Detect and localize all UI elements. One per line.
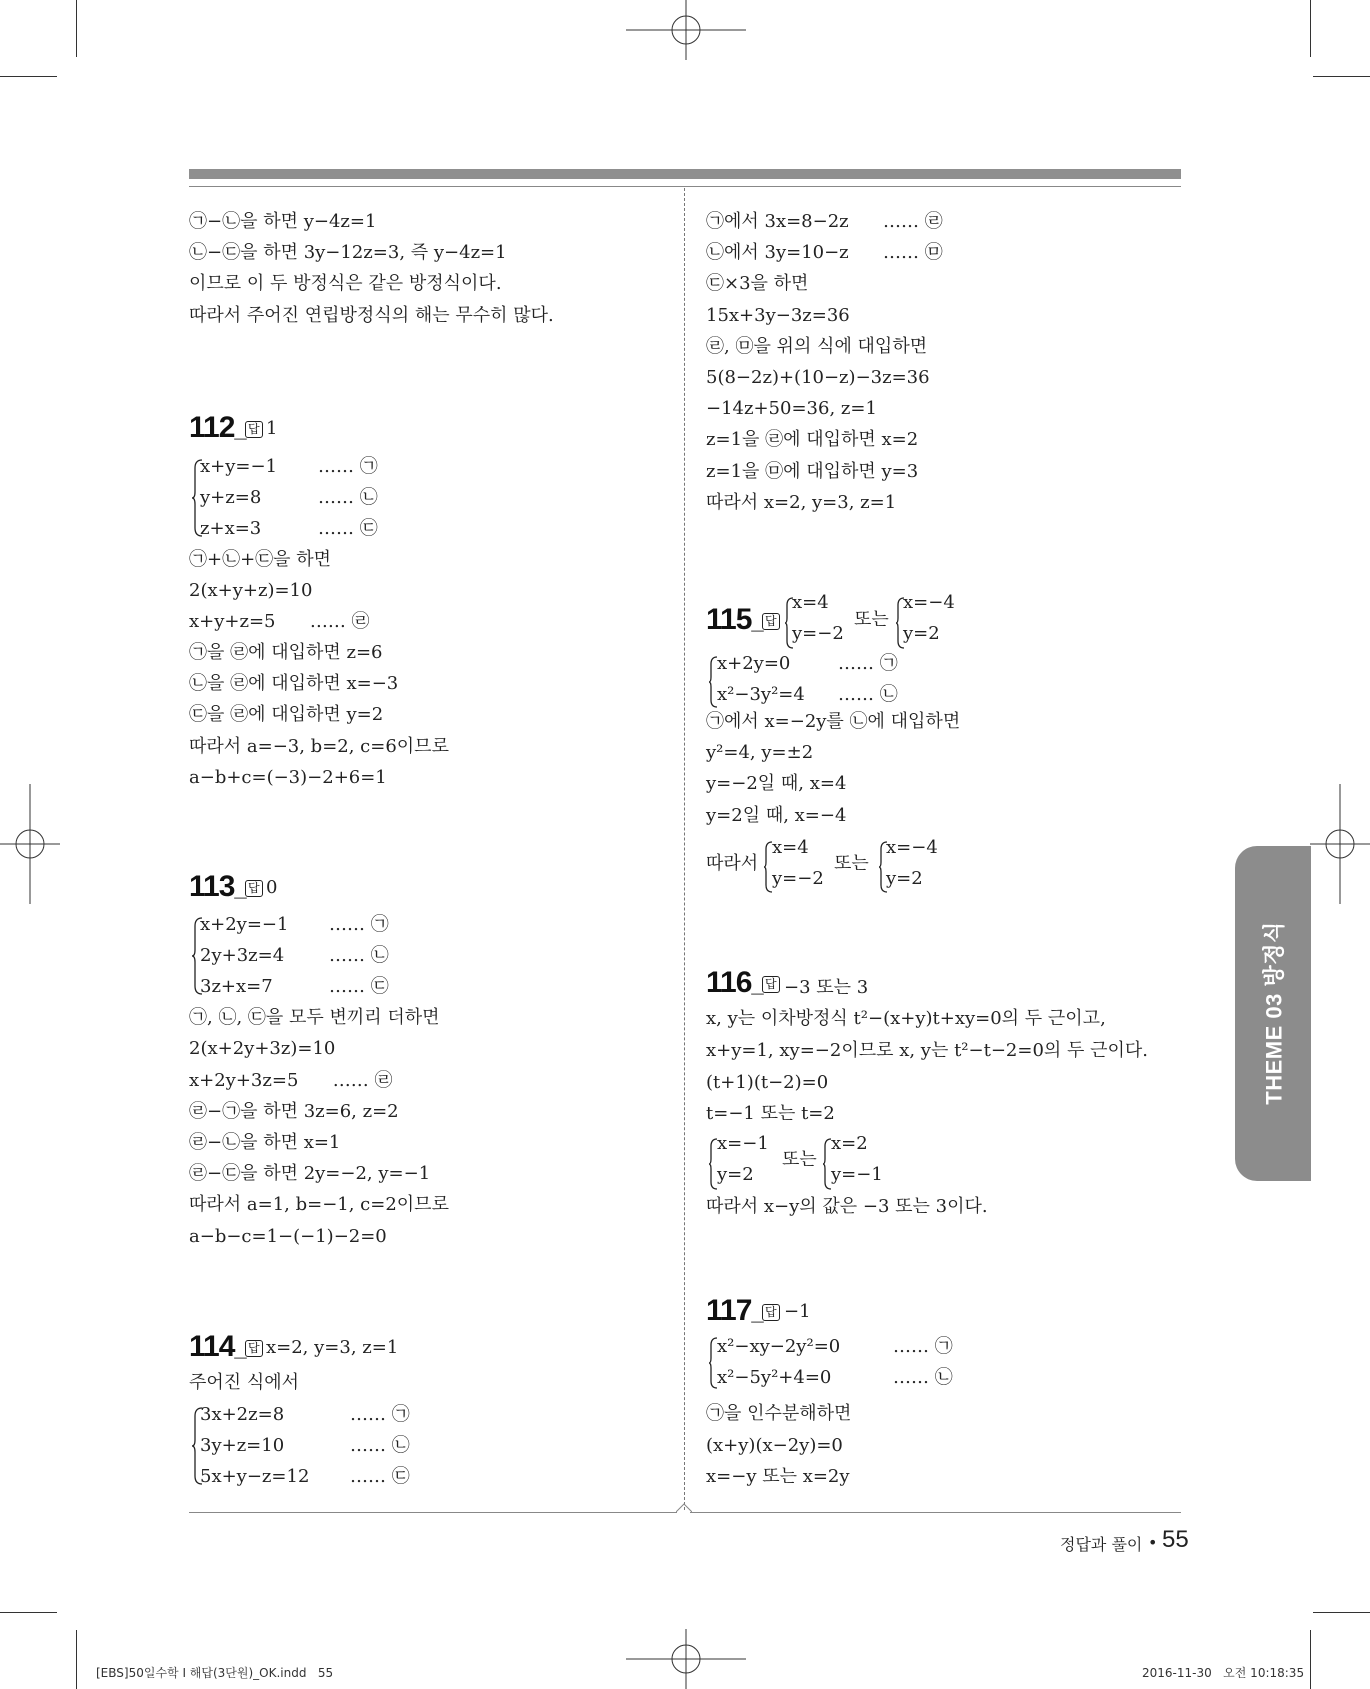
registration-mark-right bbox=[1310, 784, 1370, 904]
answer-value: 1 bbox=[266, 418, 278, 439]
text-line: 15x+3y−3z=36 bbox=[706, 305, 850, 326]
bottom-notch bbox=[676, 1502, 692, 1514]
text-line: 따라서 bbox=[706, 853, 759, 874]
eq-tag: …… ㉢ bbox=[329, 976, 389, 997]
text-line: ㉠을 인수분해하면 bbox=[706, 1403, 852, 1424]
problem-number-114: 114_ bbox=[189, 1330, 246, 1363]
problem-number-115: 115_ bbox=[706, 603, 763, 636]
answer-value: −3 또는 3 bbox=[784, 977, 869, 998]
text-line: x+y=1, xy=−2이므로 x, y는 t²−t−2=0의 두 근이다. bbox=[706, 1040, 1149, 1061]
text-line: (t+1)(t−2)=0 bbox=[706, 1072, 829, 1093]
text-line: 2(x+y+z)=10 bbox=[189, 580, 313, 601]
footer-bullet: • bbox=[1148, 1533, 1158, 1552]
problem-number-112: 112_ bbox=[189, 411, 246, 444]
bottom-rule-left bbox=[189, 1512, 677, 1513]
text-line: ㉣−㉢을 하면 2y=−2, y=−1 bbox=[189, 1163, 431, 1184]
crop-mark bbox=[76, 0, 77, 57]
system-eq: 3z+x=7 bbox=[200, 976, 273, 997]
text-line: 따라서 x=2, y=3, z=1 bbox=[706, 492, 897, 513]
answer-value: 0 bbox=[266, 877, 278, 898]
eq-tag: …… ㉡ bbox=[838, 684, 898, 705]
system-eq: 2y+3z=4 bbox=[200, 945, 285, 966]
column-divider bbox=[684, 188, 685, 1510]
text-line: ㉠+㉡+㉢을 하면 bbox=[189, 549, 332, 570]
text-line: ㉠에서 3x=8−2z …… ㉣ bbox=[706, 211, 943, 232]
system-eq: 3y+z=10 bbox=[200, 1435, 285, 1456]
answer-eq: x=−4 bbox=[886, 837, 938, 858]
eq-tag: …… ㉡ bbox=[318, 487, 378, 508]
problem-number-116: 116_ bbox=[706, 966, 763, 999]
text-line: y²=4, y=±2 bbox=[706, 742, 814, 763]
crop-mark bbox=[1310, 0, 1311, 57]
text-line: t=−1 또는 t=2 bbox=[706, 1103, 835, 1124]
answer-eq: x=−4 bbox=[903, 592, 955, 613]
footer-label: 정답과 풀이 bbox=[1060, 1535, 1143, 1554]
bottom-rule-right bbox=[690, 1512, 1181, 1513]
text-line: a−b+c=(−3)−2+6=1 bbox=[189, 767, 387, 788]
header-bar bbox=[189, 169, 1181, 179]
system-eq: 3x+2z=8 bbox=[200, 1404, 285, 1425]
answer-eq: y=−1 bbox=[831, 1164, 883, 1185]
system-eq: x+2y=−1 bbox=[200, 914, 289, 935]
crop-mark bbox=[1313, 76, 1370, 77]
text-line: −14z+50=36, z=1 bbox=[706, 398, 877, 419]
text-line: ㉡을 ㉣에 대입하면 x=−3 bbox=[189, 673, 399, 694]
answer-mark: 답 bbox=[245, 421, 263, 438]
text-line: 5(8−2z)+(10−z)−3z=36 bbox=[706, 367, 930, 388]
text-line: y=−2일 때, x=4 bbox=[706, 773, 847, 794]
or-text: 또는 bbox=[854, 609, 889, 630]
crop-mark bbox=[1313, 1612, 1370, 1613]
answer-eq: x=4 bbox=[792, 592, 829, 613]
answer-value: x=2, y=3, z=1 bbox=[266, 1337, 399, 1358]
system-eq: x²−3y²=4 bbox=[717, 684, 805, 705]
text-line: z=1을 ㉤에 대입하면 y=3 bbox=[706, 461, 919, 482]
answer-eq: y=−2 bbox=[792, 623, 844, 644]
text-line: x, y는 이차방정식 t²−(x+y)t+xy=0의 두 근이고, bbox=[706, 1008, 1106, 1029]
text-line: ㉣−㉠을 하면 3z=6, z=2 bbox=[189, 1101, 399, 1122]
answer-eq: y=2 bbox=[886, 868, 923, 889]
system-eq: x+2y=0 bbox=[717, 653, 791, 674]
eq-tag: …… ㉡ bbox=[329, 945, 389, 966]
text-line: 따라서 a=1, b=−1, c=2이므로 bbox=[189, 1194, 449, 1215]
text-line: z=1을 ㉣에 대입하면 x=2 bbox=[706, 429, 919, 450]
text-line: x=−y 또는 x=2y bbox=[706, 1466, 850, 1487]
text-line: ㉢×3을 하면 bbox=[706, 273, 809, 294]
text-line: 주어진 식에서 bbox=[189, 1372, 300, 1393]
answer-mark: 답 bbox=[245, 1340, 263, 1357]
system-eq: z+x=3 bbox=[200, 518, 262, 539]
text-line: 2(x+2y+3z)=10 bbox=[189, 1038, 336, 1059]
crop-mark bbox=[0, 76, 57, 77]
slug-file: [EBS]50일수학 I 해답(3단원)_OK.indd 55 bbox=[96, 1666, 334, 1680]
theme-tab-label: THEME 03 방정식 bbox=[1261, 921, 1287, 1105]
slug-timestamp: 2016-11-30 오전 10:18:35 bbox=[1142, 1666, 1305, 1680]
registration-mark-left bbox=[0, 784, 60, 904]
answer-eq: x=−1 bbox=[717, 1133, 769, 1154]
answer-eq: x=2 bbox=[831, 1133, 868, 1154]
page-number: 55 bbox=[1162, 1526, 1189, 1553]
system-eq: 5x+y−z=12 bbox=[200, 1466, 310, 1487]
eq-tag: …… ㉠ bbox=[838, 653, 898, 674]
text-line: y=2일 때, x=−4 bbox=[706, 805, 847, 826]
or-text: 또는 bbox=[834, 853, 869, 874]
answer-mark: 답 bbox=[245, 880, 263, 897]
registration-mark-bottom bbox=[626, 1629, 746, 1689]
crop-mark bbox=[1310, 1630, 1311, 1689]
or-text: 또는 bbox=[782, 1149, 817, 1170]
text-line: (x+y)(x−2y)=0 bbox=[706, 1435, 843, 1456]
crop-mark bbox=[76, 1630, 77, 1689]
text-line: x+y+z=5 …… ㉣ bbox=[189, 611, 370, 632]
system-eq: y+z=8 bbox=[200, 487, 262, 508]
answer-value: −1 bbox=[784, 1301, 811, 1322]
text-line: ㉣, ㉤을 위의 식에 대입하면 bbox=[706, 336, 928, 357]
text-line: a−b−c=1−(−1)−2=0 bbox=[189, 1226, 387, 1247]
answer-mark: 답 bbox=[762, 613, 780, 630]
text-line: ㉠, ㉡, ㉢을 모두 변끼리 더하면 bbox=[189, 1007, 440, 1028]
text-line: ㉢을 ㉣에 대입하면 y=2 bbox=[189, 704, 384, 725]
text-line: ㉠에서 x=−2y를 ㉡에 대입하면 bbox=[706, 711, 961, 732]
problem-number-117: 117_ bbox=[706, 1294, 763, 1327]
answer-eq: y=2 bbox=[717, 1164, 754, 1185]
eq-tag: …… ㉡ bbox=[893, 1367, 953, 1388]
answer-eq: x=4 bbox=[772, 837, 809, 858]
header-rule bbox=[189, 186, 1181, 187]
text-line: ㉠을 ㉣에 대입하면 z=6 bbox=[189, 642, 383, 663]
answer-eq: y=−2 bbox=[772, 868, 824, 889]
eq-tag: …… ㉢ bbox=[318, 518, 378, 539]
system-eq: x²−xy−2y²=0 bbox=[717, 1336, 841, 1357]
eq-tag: …… ㉡ bbox=[350, 1435, 410, 1456]
answer-mark: 답 bbox=[762, 1304, 780, 1321]
eq-tag: …… ㉠ bbox=[893, 1336, 953, 1357]
text-line: ㉡에서 3y=10−z …… ㉤ bbox=[706, 242, 943, 263]
text-line: x+2y+3z=5 …… ㉣ bbox=[189, 1070, 393, 1091]
problem-number-113: 113_ bbox=[189, 870, 246, 903]
text-line: 따라서 주어진 연립방정식의 해는 무수히 많다. bbox=[189, 305, 554, 326]
crop-mark bbox=[0, 1612, 57, 1613]
text-line: 이므로 이 두 방정식은 같은 방정식이다. bbox=[189, 273, 502, 294]
answer-mark: 답 bbox=[762, 976, 780, 993]
text-line: ㉣−㉡을 하면 x=1 bbox=[189, 1132, 341, 1153]
eq-tag: …… ㉠ bbox=[350, 1404, 410, 1425]
text-line: 따라서 x−y의 값은 −3 또는 3이다. bbox=[706, 1196, 988, 1217]
eq-tag: …… ㉠ bbox=[329, 914, 389, 935]
system-eq: x²−5y²+4=0 bbox=[717, 1367, 832, 1388]
registration-mark-top bbox=[626, 0, 746, 60]
text-line: 따라서 a=−3, b=2, c=6이므로 bbox=[189, 736, 449, 757]
answer-eq: y=2 bbox=[903, 623, 940, 644]
eq-tag: …… ㉠ bbox=[318, 456, 378, 477]
system-eq: x+y=−1 bbox=[200, 456, 278, 477]
text-line: ㉠−㉡을 하면 y−4z=1 bbox=[189, 211, 377, 232]
text-line: ㉡−㉢을 하면 3y−12z=3, 즉 y−4z=1 bbox=[189, 242, 507, 263]
eq-tag: …… ㉢ bbox=[350, 1466, 410, 1487]
